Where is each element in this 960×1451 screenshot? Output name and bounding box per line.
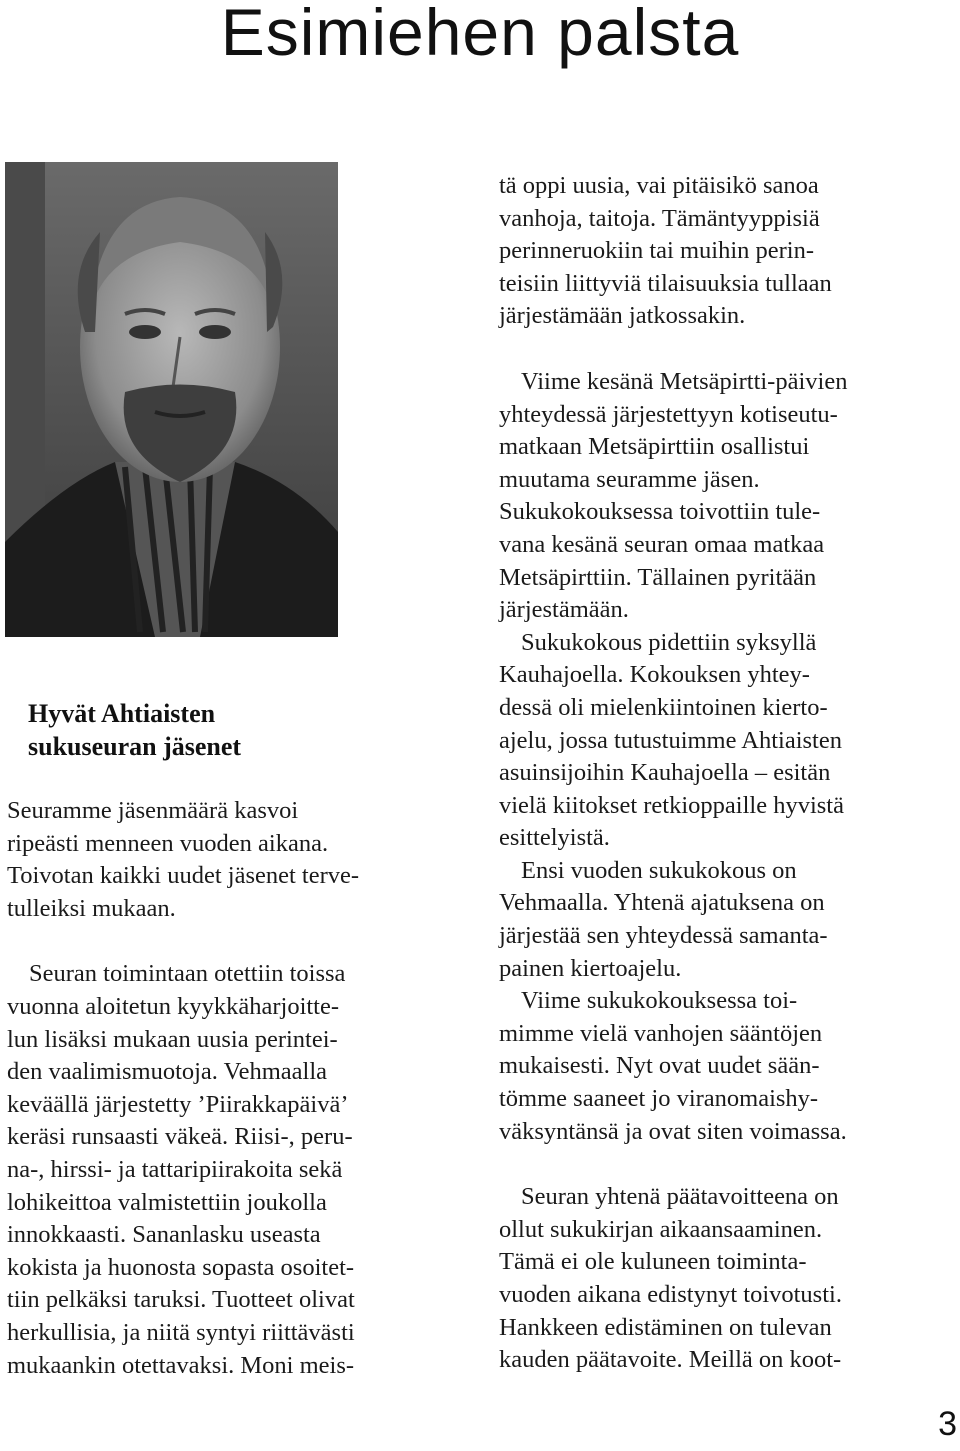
text-line: Seuramme jäsenmäärä kasvoi xyxy=(7,797,299,824)
text-line: Hankkeen edistäminen on tulevan xyxy=(499,1313,832,1341)
text-line: muutama seuramme jäsen. xyxy=(499,465,760,493)
text-line: kokista ja huonosta sopasta osoitet- xyxy=(7,1253,355,1281)
text-line: Seuran toimintaan otettiin toissa xyxy=(29,960,346,988)
subheading-line: Hyvät Ahtiaisten xyxy=(28,699,216,728)
text-line: väksyntänsä ja ovat siten voimassa. xyxy=(499,1117,847,1145)
text-line: Toivotan kaikki uudet jäsenet terve- xyxy=(7,862,360,890)
text-line: mukaankin otettavaksi. Moni meis- xyxy=(7,1351,355,1379)
text-line: perinneruokiin tai muihin perin- xyxy=(499,237,815,265)
text-line: painen kiertoajelu. xyxy=(499,954,682,982)
text-line: asuinsijoihin Kauhajoella – esitän xyxy=(499,759,831,787)
text-line: vielä kiitokset retkioppaille hyvistä xyxy=(499,791,844,819)
text-line: kauden päätavoite. Meillä on koot- xyxy=(499,1346,842,1374)
subheading-line: sukuseuran jäsenet xyxy=(28,732,242,761)
text-line: tä oppi uusia, vai pitäisikö sanoa xyxy=(499,172,819,199)
text-line: Sukukokous pidettiin syksyllä xyxy=(521,628,817,656)
page-title: Esimiehen palsta xyxy=(220,0,740,69)
text-line: tiin pelkäksi taruksi. Tuotteet olivat xyxy=(7,1286,355,1314)
text-line: teisiin liittyviä tilaisuuksia tullaan xyxy=(499,269,832,297)
portrait-photo xyxy=(5,162,338,637)
text-line: dessä oli mielenkiintoinen kierto- xyxy=(499,693,828,721)
text-line: yhteydessä järjestettyyn kotiseutu- xyxy=(499,400,838,428)
right-column xyxy=(499,170,959,1377)
text-line: herkullisia, ja niitä syntyi riittävästi xyxy=(7,1318,355,1346)
text-line: vana kesänä seuran omaa matkaa xyxy=(499,530,825,558)
text-line: tömme saaneet jo viranomaishy- xyxy=(499,1085,819,1113)
text-line: den vaalimismuotoja. Vehmaalla xyxy=(7,1058,328,1086)
text-line: mimme vielä vanhojen sääntöjen xyxy=(499,1019,823,1047)
text-line: lun lisäksi mukaan uusia perintei- xyxy=(7,1025,338,1053)
text-line: mukaisesti. Nyt ovat uudet sään- xyxy=(499,1052,820,1080)
page-number: 3 xyxy=(938,1405,957,1443)
text-line: Kauhajoella. Kokouksen yhtey- xyxy=(499,661,810,689)
text-line: Ensi vuoden sukukokous on xyxy=(521,856,797,884)
text-line: Tämä ei ole kuluneen toiminta- xyxy=(499,1248,807,1276)
text-line: järjestämään jatkossakin. xyxy=(499,302,746,330)
text-line: Viime kesänä Metsäpirtti-päivien xyxy=(521,367,848,395)
text-line: lohikeittoa valmistettiin joukolla xyxy=(7,1188,327,1216)
text-line: keräsi runsaasti väkeä. Riisi-, peru- xyxy=(7,1123,353,1151)
text-line: Metsäpirttiin. Tällainen pyritään xyxy=(499,563,817,591)
left-column xyxy=(7,795,477,1382)
text-line: ripeästi menneen vuoden aikana. xyxy=(7,829,329,857)
text-line: vuoden aikana edistynyt toivotusti. xyxy=(499,1281,842,1308)
text-line: Sukukokouksessa toivottiin tule- xyxy=(499,498,821,526)
text-line: na-, hirssi- ja tattaripiirakoita sekä xyxy=(7,1155,343,1183)
text-line: Vehmaalla. Yhtenä ajatuksena on xyxy=(499,889,825,917)
text-line: keväällä järjestetty ’Piirakkapäivä’ xyxy=(7,1090,349,1118)
text-line: innokkaasti. Sananlasku useasta xyxy=(7,1221,321,1249)
text-line: ajelu, jossa tutustuimme Ahtiaisten xyxy=(499,726,842,754)
text-line: matkaan Metsäpirttiin osallistui xyxy=(499,433,810,461)
text-line: vanhoja, taitoja. Tämäntyyppisiä xyxy=(499,204,820,232)
text-line: Viime sukukokouksessa toi- xyxy=(521,987,798,1015)
text-line: järjestää sen yhteydessä samanta- xyxy=(499,922,828,950)
text-line: vuonna aloitetun kyykkäharjoitte- xyxy=(7,992,340,1020)
text-line: esittelyistä. xyxy=(499,824,610,852)
text-line: ollut sukukirjan aikaansaaminen. xyxy=(499,1215,823,1243)
text-line: järjestämään. xyxy=(499,596,629,624)
text-line: Seuran yhtenä päätavoitteena on xyxy=(521,1183,839,1211)
text-line: tulleiksi mukaan. xyxy=(7,894,176,922)
article-subheading xyxy=(28,697,448,763)
